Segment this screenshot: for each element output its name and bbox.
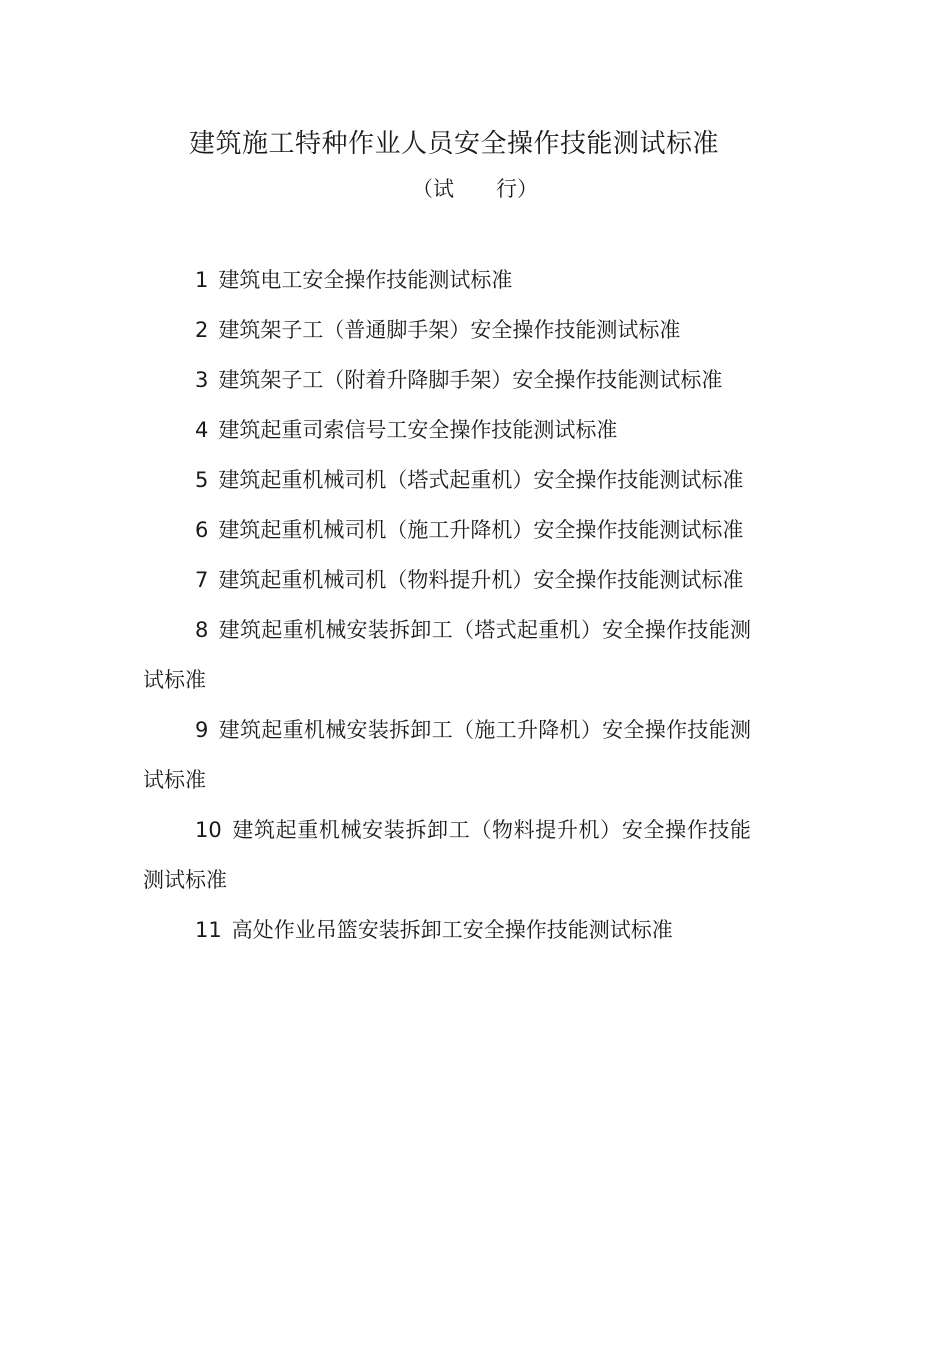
item-text: 建筑起重机械司机（施工升降机）安全操作技能测试标准 xyxy=(218,518,744,542)
item-number: 2 xyxy=(195,318,209,342)
item-text: 建筑起重机械司机（塔式起重机）安全操作技能测试标准 xyxy=(218,468,744,492)
document-subtitle: （试 行） xyxy=(412,177,538,201)
item-text: 建筑电工安全操作技能测试标准 xyxy=(218,268,513,292)
item-number: 6 xyxy=(195,518,209,542)
item-number: 8 xyxy=(195,618,209,642)
item-text: 建筑起重机械安装拆卸工（物料提升机）安全操作技能测试标准 xyxy=(143,818,751,892)
list-item xyxy=(143,805,751,905)
item-number: 7 xyxy=(195,568,209,592)
list-item xyxy=(143,355,751,405)
list-item xyxy=(143,455,751,505)
item-text: 建筑起重机械安装拆卸工（塔式起重机）安全操作技能测试标准 xyxy=(143,618,751,692)
item-number: 3 xyxy=(195,368,209,392)
item-number: 4 xyxy=(195,418,209,442)
item-number: 1 xyxy=(195,268,209,292)
standards-list xyxy=(143,255,751,955)
list-item xyxy=(143,505,751,555)
item-number: 5 xyxy=(195,468,209,492)
item-text: 建筑架子工（附着升降脚手架）安全操作技能测试标准 xyxy=(218,368,723,392)
list-item xyxy=(143,305,751,355)
list-item xyxy=(143,905,751,955)
document-title: 建筑施工特种作业人员安全操作技能测试标准 xyxy=(188,129,719,159)
item-number: 10 xyxy=(195,818,222,842)
item-number: 11 xyxy=(195,918,222,942)
item-text: 建筑架子工（普通脚手架）安全操作技能测试标准 xyxy=(218,318,681,342)
item-text: 建筑起重机械安装拆卸工（施工升降机）安全操作技能测试标准 xyxy=(143,718,751,792)
list-item xyxy=(143,705,751,805)
list-item xyxy=(143,255,751,305)
list-item xyxy=(143,555,751,605)
item-number: 9 xyxy=(195,718,209,742)
item-text: 建筑起重司索信号工安全操作技能测试标准 xyxy=(218,418,618,442)
item-text: 高处作业吊篮安装拆卸工安全操作技能测试标准 xyxy=(231,918,673,942)
list-item xyxy=(143,605,751,705)
item-text: 建筑起重机械司机（物料提升机）安全操作技能测试标准 xyxy=(218,568,744,592)
list-item xyxy=(143,405,751,455)
